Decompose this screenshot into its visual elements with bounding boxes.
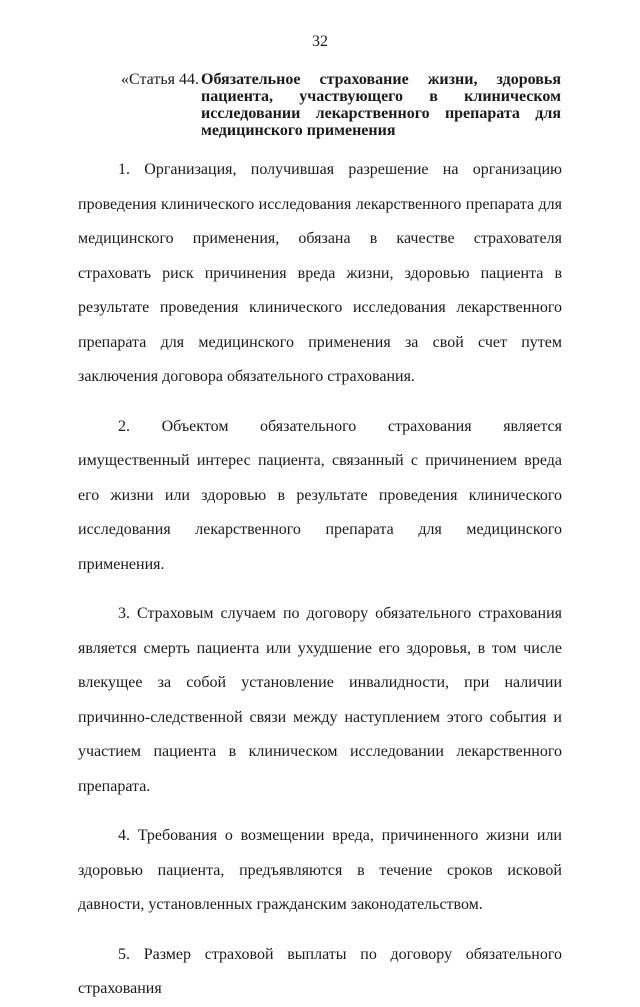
article-number: «Статья 44. bbox=[121, 71, 199, 88]
article-body bbox=[78, 153, 562, 1007]
paragraph-2: 2. Объектом обязательного страхования является имущественный интерес пациента, связанный с причинением вреда его жизни или здоровью в результате проведения клинического исследования лекарственного препарата для медицинского применения. bbox=[78, 417, 562, 573]
paragraph-4: 4. Требования о возмещении вреда, причиненного жизни или здоровью пациента, предъявляются в течение сроков исковой давности, установленных гражданским законодательством. bbox=[78, 827, 562, 913]
paragraph-5: 5. Размер страховой выплаты по договору обязательного страхования bbox=[78, 945, 562, 997]
paragraph-1: 1. Организация, получившая разрешение на организацию проведения клинического исследования лекарственного препарата для медицинского применения, обязана в качестве страхователя страховать риск причинения вреда жизни, здоровью пациента в результате проведения клинического исследования лекарственного препарата для медицинского применения за свой счет путем заключения договора обязательного страхования. bbox=[78, 161, 562, 385]
article-heading bbox=[121, 71, 561, 139]
paragraph-3: 3. Страховым случаем по договору обязательного страхования является смерть пациента или ухудшение его здоровья, в том числе влекущее за собой установление инвалидности, при наличии причинно-следственной связи между наступлением этого события и участием пациента в клиническом исследовании лекарственного препарата. bbox=[78, 605, 562, 795]
page-number: 32 bbox=[312, 33, 328, 50]
article-title: Обязательное страхование жизни, здоровья пациента, участвующего в клиническом исследовании лекарственного препарата для медицинского применения bbox=[201, 71, 561, 139]
